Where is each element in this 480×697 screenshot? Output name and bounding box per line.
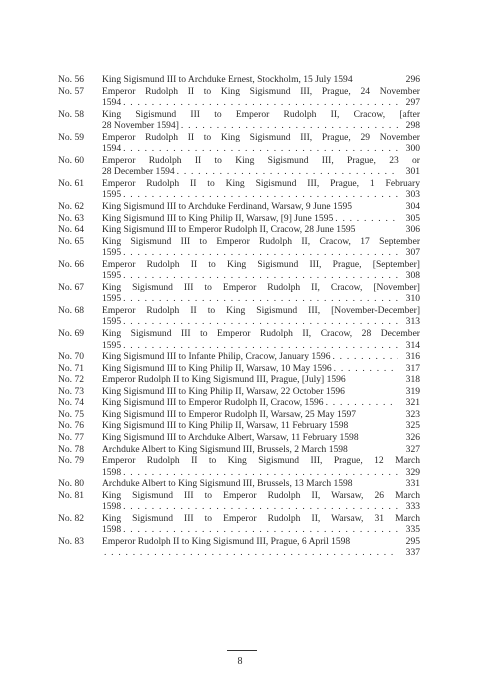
toc-entry <box>58 455 420 478</box>
entry-text: King Sigismund III to Emperor Rudolph II, Cracow, 28 June 1595 <box>102 224 356 236</box>
entry-page-number: 325 <box>405 420 420 432</box>
entry-line <box>102 247 420 259</box>
entry-title <box>102 536 420 559</box>
toc-entry <box>58 513 420 536</box>
entry-page-number: 331 <box>405 478 420 490</box>
entry-text: King Sigismund III to Archduke Albert, Warsaw, 11 February 1598 <box>102 431 359 443</box>
entry-line <box>102 455 420 467</box>
entry-line <box>102 109 420 121</box>
entry-title <box>102 513 420 536</box>
entry-number: No. 61 <box>58 177 84 189</box>
entry-page-number: 323 <box>405 408 420 420</box>
entry-title <box>102 490 420 513</box>
entry-text: King Sigismund III to King Philip II, Warsaw, [9] June 1595 <box>102 212 334 224</box>
entry-text: 1594 <box>102 97 122 109</box>
entry-line <box>102 120 420 132</box>
entry-number: No. 74 <box>58 397 84 409</box>
entry-number: No. 68 <box>58 304 84 316</box>
dot-leader <box>123 316 398 328</box>
entry-line <box>102 282 420 294</box>
entry-text: Archduke Albert to King Sigismund III, Brussels, 2 March 1598 <box>102 443 348 455</box>
entry-page-number: 329 <box>405 466 420 478</box>
entry-page-number: 300 <box>405 143 420 155</box>
entry-page-number: 321 <box>405 397 420 409</box>
entry-text: 1598 <box>102 524 122 536</box>
entry-text: 1595 <box>102 339 122 351</box>
entry-title <box>102 397 420 409</box>
entry-title <box>102 420 420 432</box>
toc-entry <box>58 409 420 421</box>
entry-text: King Sigismund III to Infante Philip, Cracow, January 1596 <box>102 351 331 363</box>
entry-text: Archduke Albert to King Sigismund III, Brussels, 13 March 1598 <box>102 478 353 490</box>
toc-entry <box>58 420 420 432</box>
entry-line <box>102 305 420 317</box>
entry-title <box>102 351 420 363</box>
entry-number: No. 63 <box>58 212 84 224</box>
entry-number: No. 75 <box>58 408 84 420</box>
entry-page-number: 313 <box>405 316 420 328</box>
entry-number: No. 78 <box>58 443 84 455</box>
dot-leader <box>123 97 398 109</box>
entry-line <box>102 155 420 167</box>
toc-entry <box>58 259 420 282</box>
dot-leader <box>326 397 398 409</box>
entry-page-number: 333 <box>405 501 420 513</box>
entry-line <box>102 444 420 456</box>
entry-line <box>102 213 420 225</box>
table-of-contents <box>58 74 420 559</box>
entry-text: 1595 <box>102 270 122 282</box>
toc-entry <box>58 236 420 259</box>
entry-page-number: 297 <box>405 97 420 109</box>
dot-leader <box>104 547 398 559</box>
entry-title <box>102 374 420 386</box>
entry-line <box>102 132 420 144</box>
entry-line <box>102 513 420 525</box>
entry-title <box>102 386 420 398</box>
entry-page-number: 296 <box>405 74 420 85</box>
entry-number: No. 65 <box>58 235 84 247</box>
toc-entry <box>58 328 420 351</box>
dot-leader <box>123 247 398 259</box>
toc-entry <box>58 86 420 109</box>
entry-line <box>102 86 420 98</box>
entry-number: No. 72 <box>58 374 84 386</box>
entry-line <box>102 432 420 444</box>
entry-text: Emperor Rudolph II to King Sigismund III, Prague, 12 March <box>102 455 420 467</box>
dot-leader <box>335 213 398 225</box>
entry-number: No. 58 <box>58 108 84 120</box>
entry-number: No. 64 <box>58 224 84 236</box>
entry-number: No. 57 <box>58 85 84 97</box>
entry-text: King Sigismund III to Emperor Rudolph II, Cracow, 28 December <box>102 328 420 340</box>
entry-text: Emperor Rudolph II to King Sigismund III, [November-December] <box>102 304 420 316</box>
dot-leader <box>181 120 398 132</box>
entry-number: No. 67 <box>58 281 84 293</box>
entry-page-number: 305 <box>405 212 420 224</box>
entry-line <box>102 351 420 363</box>
entry-page-number: 337 <box>405 547 420 559</box>
entry-title <box>102 432 420 444</box>
entry-line <box>102 397 420 409</box>
toc-entry <box>58 536 420 559</box>
entry-text: 28 December 1594 <box>102 166 175 178</box>
entry-number: No. 59 <box>58 131 84 143</box>
entry-title <box>102 478 420 490</box>
toc-entry <box>58 490 420 513</box>
entry-line <box>102 374 420 386</box>
entry-line <box>102 490 420 502</box>
entry-text: King Sigismund III to Archduke Ernest, Stockholm, 15 July 1594 <box>102 74 353 85</box>
entry-page-number: 306 <box>405 224 420 236</box>
entry-line <box>102 363 420 375</box>
dot-leader <box>123 143 398 155</box>
page-number: 8 <box>237 656 243 667</box>
dot-leader <box>123 340 398 352</box>
dot-leader <box>123 524 398 536</box>
entry-text: King Sigismund III to King Philip II, Warsaw, 10 May 1596 <box>102 362 332 374</box>
entry-page-number: 314 <box>405 339 420 351</box>
dot-leader <box>123 189 398 201</box>
entry-title <box>102 259 420 282</box>
entry-text: King Sigismund III to Emperor Rudolph II, Cracow, 17 September <box>102 235 420 247</box>
toc-entry <box>58 155 420 178</box>
entry-line <box>102 478 420 490</box>
toc-entry <box>58 432 420 444</box>
entry-line <box>102 340 420 352</box>
entry-title <box>102 132 420 155</box>
entry-page-number: 326 <box>405 431 420 443</box>
toc-entry <box>58 201 420 213</box>
entry-title <box>102 282 420 305</box>
toc-entry <box>58 132 420 155</box>
entry-text: King Sigismund III to Emperor Rudolph II, Warsaw, 31 March <box>102 512 420 524</box>
entry-line <box>102 166 420 178</box>
entry-title <box>102 305 420 328</box>
entry-title <box>102 74 420 86</box>
entry-number: No. 77 <box>58 431 84 443</box>
entry-page-number: 316 <box>405 351 420 363</box>
entry-text: King Sigismund III to King Philip II, Warsaw, 11 February 1598 <box>102 420 349 432</box>
toc-entry <box>58 374 420 386</box>
entry-title <box>102 236 420 259</box>
entry-text: Emperor Rudolph II to King Sigismund III, Prague, 6 April 1598 <box>102 535 351 547</box>
entry-page-number: 335 <box>405 524 420 536</box>
entry-number: No. 79 <box>58 455 84 467</box>
entry-line <box>102 328 420 340</box>
entry-title <box>102 224 420 236</box>
toc-entry <box>58 363 420 375</box>
entry-number: No. 69 <box>58 328 84 340</box>
entry-text: 28 November 1594] <box>102 120 179 132</box>
entry-line <box>102 236 420 248</box>
entry-title <box>102 86 420 109</box>
dot-leader <box>177 166 398 178</box>
entry-number: No. 56 <box>58 74 84 85</box>
entry-title <box>102 444 420 456</box>
entry-text: 1595 <box>102 189 122 201</box>
entry-number: No. 60 <box>58 154 84 166</box>
entry-title <box>102 213 420 225</box>
entry-number: No. 66 <box>58 258 84 270</box>
entry-page-number: 301 <box>405 166 420 178</box>
toc-entry <box>58 213 420 225</box>
entry-text: Emperor Rudolph II to King Sigismund III, Prague, [September] <box>102 258 420 270</box>
entry-line <box>102 409 420 421</box>
entry-text: Emperor Rudolph II to King Sigismund III, Prague, 29 November <box>102 131 420 143</box>
entry-line <box>102 524 420 536</box>
entry-text: King Sigismund III to Emperor Rudolph II, Cracow, [November] <box>102 281 420 293</box>
entry-line <box>102 467 420 479</box>
entry-text: King Sigismund III to Emperor Rudolph II, Cracow, [after <box>102 108 420 120</box>
entry-text: King Sigismund III to Emperor Rudolph II, Cracow, 1596 <box>102 397 324 409</box>
entry-number: No. 80 <box>58 478 84 490</box>
entry-page-number: 310 <box>405 293 420 305</box>
entry-text: Emperor Rudolph II to King Sigismund III, Prague, 24 November <box>102 85 420 97</box>
toc-entry <box>58 109 420 132</box>
entry-number: No. 81 <box>58 489 84 501</box>
entry-line <box>102 386 420 398</box>
entry-number: No. 70 <box>58 351 84 363</box>
entry-line <box>102 293 420 305</box>
entry-line <box>102 316 420 328</box>
entry-page-number: 317 <box>405 362 420 374</box>
entry-page-number: 298 <box>405 120 420 132</box>
entry-page-number: 304 <box>405 201 420 213</box>
entry-title <box>102 409 420 421</box>
entry-text: 1595 <box>102 293 122 305</box>
entry-text: 1598 <box>102 501 122 513</box>
entry-text: 1595 <box>102 247 122 259</box>
toc-entry <box>58 282 420 305</box>
entry-title <box>102 328 420 351</box>
toc-entry <box>58 305 420 328</box>
entry-page-number: 318 <box>405 374 420 386</box>
entry-line <box>102 97 420 109</box>
entry-number: No. 62 <box>58 201 84 213</box>
entry-text: 1595 <box>102 316 122 328</box>
entry-line <box>102 178 420 190</box>
entry-text: King Sigismund III to Emperor Rudolph II, Warsaw, 26 March <box>102 489 420 501</box>
entry-line <box>102 536 420 548</box>
entry-number: No. 73 <box>58 385 84 397</box>
toc-entry <box>58 178 420 201</box>
entry-title <box>102 178 420 201</box>
toc-entry <box>58 478 420 490</box>
entry-page-number: 307 <box>405 247 420 259</box>
entry-number: No. 82 <box>58 512 84 524</box>
dot-leader <box>123 293 398 305</box>
footer-rule <box>227 650 257 651</box>
entry-page-number: 308 <box>405 270 420 282</box>
entry-text: Emperor Rudolph II to King Sigismund III, Prague, 23 or <box>102 154 420 166</box>
toc-entry <box>58 444 420 456</box>
toc-entry <box>58 224 420 236</box>
entry-text: 1598 <box>102 466 122 478</box>
entry-line <box>102 547 420 559</box>
entry-text: King Sigismund III to King Philip II, Warsaw, 22 October 1596 <box>102 385 345 397</box>
toc-entry <box>58 351 420 363</box>
entry-text: Emperor Rudolph II to King Sigismund III, Prague, [July] 1596 <box>102 374 346 386</box>
toc-entry <box>58 397 420 409</box>
entry-title <box>102 363 420 375</box>
entry-title <box>102 155 420 178</box>
entry-page-number: 303 <box>405 189 420 201</box>
entry-number: No. 76 <box>58 420 84 432</box>
entry-line <box>102 501 420 513</box>
entry-line <box>102 201 420 213</box>
dot-leader <box>123 501 398 513</box>
toc-entry <box>58 74 420 86</box>
toc-entry <box>58 386 420 398</box>
dot-leader <box>334 363 398 375</box>
entry-line <box>102 143 420 155</box>
entry-text: King Sigismund III to Emperor Rudolph II, Warsaw, 25 May 1597 <box>102 408 357 420</box>
entry-text: 1594 <box>102 143 122 155</box>
entry-page-number: 327 <box>405 443 420 455</box>
entry-line <box>102 189 420 201</box>
entry-line <box>102 224 420 236</box>
entry-page-number: 295 <box>405 535 420 547</box>
entry-line <box>102 74 420 86</box>
entry-title <box>102 201 420 213</box>
dot-leader <box>123 467 398 479</box>
entry-number: No. 71 <box>58 362 84 374</box>
entry-title <box>102 455 420 478</box>
entry-line <box>102 270 420 282</box>
entry-text: Emperor Rudolph II to King Sigismund III, Prague, 1 February <box>102 177 420 189</box>
entry-number: No. 83 <box>58 535 84 547</box>
dot-leader <box>332 351 398 363</box>
entry-text: King Sigismund III to Archduke Ferdinand, Warsaw, 9 June 1595 <box>102 201 353 213</box>
entry-title <box>102 109 420 132</box>
dot-leader <box>123 270 398 282</box>
entry-line <box>102 420 420 432</box>
entry-line <box>102 259 420 271</box>
entry-page-number: 319 <box>405 385 420 397</box>
